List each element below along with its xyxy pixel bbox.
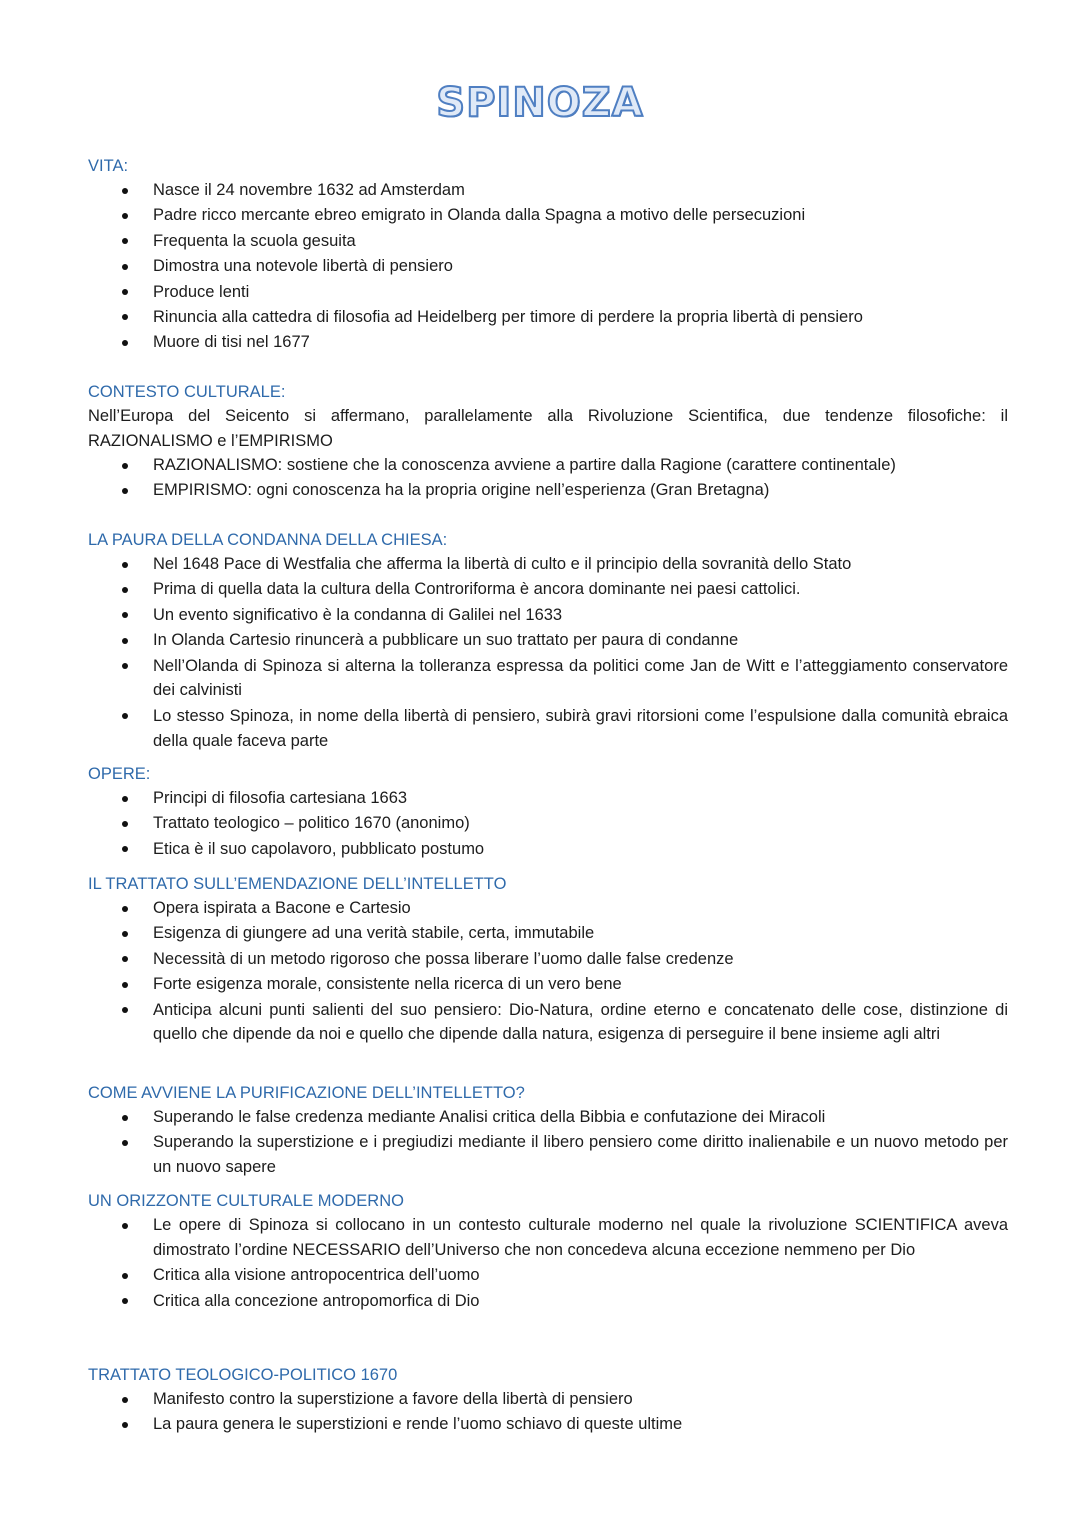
bullet-icon bbox=[122, 587, 128, 593]
bullet-icon bbox=[122, 1273, 128, 1279]
section-heading: VITA: bbox=[88, 157, 129, 175]
bullet-icon bbox=[122, 1397, 128, 1403]
section-paura-condanna bbox=[88, 528, 1008, 754]
section-vita bbox=[88, 154, 1008, 356]
section-trattato-teologico-politico bbox=[88, 1363, 1008, 1438]
bullet-icon bbox=[122, 982, 128, 988]
section-orizzonte-culturale bbox=[88, 1189, 1008, 1314]
list-item: Critica alla concezione antropomorfica di Dio bbox=[88, 1289, 1008, 1314]
bullet-list bbox=[88, 552, 1008, 753]
list-item: Principi di filosofia cartesiana 1663 bbox=[88, 786, 1008, 811]
list-item: Le opere di Spinoza si collocano in un contesto culturale moderno nel quale la rivoluzione SCIENTIFICA aveva dimostrato l’ordine NECESSARIO dell’Universo che non concedeva alcuna eccezione nemmeno per Dio bbox=[88, 1213, 1008, 1263]
bullet-list bbox=[88, 1213, 1008, 1313]
section-purificazione bbox=[88, 1081, 1008, 1181]
section-heading: TRATTATO TEOLOGICO-POLITICO 1670 bbox=[88, 1366, 398, 1384]
bullet-icon bbox=[122, 340, 128, 346]
bullet-icon bbox=[122, 264, 128, 270]
bullet-icon bbox=[122, 931, 128, 937]
bullet-icon bbox=[122, 906, 128, 912]
list-item: Rinuncia alla cattedra di filosofia ad Heidelberg per timore di perdere la propria libertà di pensiero bbox=[88, 305, 1008, 330]
bullet-icon bbox=[122, 612, 128, 618]
list-item: Manifesto contro la superstizione a favore della libertà di pensiero bbox=[88, 1387, 1008, 1412]
list-item: Trattato teologico – politico 1670 (anonimo) bbox=[88, 811, 1008, 836]
bullet-list bbox=[88, 786, 1008, 862]
list-item: Anticipa alcuni punti salienti del suo pensiero: Dio-Natura, ordine eterno e concatenato delle cose, distinzione di quello che dipende da noi e quello che dipende dalla natura, esigenza di perseguire il bene insieme agli altri bbox=[88, 998, 1008, 1048]
bullet-icon bbox=[122, 1223, 128, 1229]
section-heading: IL TRATTATO SULL’EMENDAZIONE DELL’INTELLETTO bbox=[88, 875, 507, 893]
list-item: Esigenza di giungere ad una verità stabile, certa, immutabile bbox=[88, 921, 1008, 946]
bullet-icon bbox=[122, 1140, 128, 1146]
list-item: Nasce il 24 novembre 1632 ad Amsterdam bbox=[88, 178, 1008, 203]
list-item: Un evento significativo è la condanna di Galilei nel 1633 bbox=[88, 603, 1008, 628]
section-opere bbox=[88, 762, 1008, 862]
bullet-list bbox=[88, 1387, 1008, 1437]
bullet-icon bbox=[122, 638, 128, 644]
list-item: Necessità di un metodo rigoroso che possa liberare l’uomo dalle false credenze bbox=[88, 947, 1008, 972]
list-item: Dimostra una notevole libertà di pensiero bbox=[88, 254, 1008, 279]
bullet-icon bbox=[122, 213, 128, 219]
list-item: Prima di quella data la cultura della Controriforma è ancora dominante nei paesi cattolici. bbox=[88, 577, 1008, 602]
bullet-icon bbox=[122, 821, 128, 827]
bullet-icon bbox=[122, 238, 128, 244]
bullet-icon bbox=[122, 289, 128, 295]
bullet-icon bbox=[122, 1115, 128, 1121]
bullet-icon bbox=[122, 1007, 128, 1013]
list-item: EMPIRISMO: ogni conoscenza ha la propria origine nell’esperienza (Gran Bretagna) bbox=[88, 478, 1008, 503]
list-item: Opera ispirata a Bacone e Cartesio bbox=[88, 896, 1008, 921]
bullet-icon bbox=[122, 846, 128, 852]
bullet-icon bbox=[122, 1422, 128, 1428]
bullet-icon bbox=[122, 188, 128, 194]
list-item: Forte esigenza morale, consistente nella ricerca di un vero bene bbox=[88, 972, 1008, 997]
page-title: SPINOZA bbox=[436, 80, 644, 126]
list-item: Critica alla visione antropocentrica dell’uomo bbox=[88, 1263, 1008, 1288]
bullet-icon bbox=[122, 956, 128, 962]
bullet-icon bbox=[122, 713, 128, 719]
section-heading: UN ORIZZONTE CULTURALE MODERNO bbox=[88, 1192, 404, 1210]
list-item: Etica è il suo capolavoro, pubblicato postumo bbox=[88, 837, 1008, 862]
list-item: Produce lenti bbox=[88, 280, 1008, 305]
bullet-list bbox=[88, 1105, 1008, 1180]
section-heading: LA PAURA DELLA CONDANNA DELLA CHIESA: bbox=[88, 531, 448, 549]
list-item: Superando le false credenza mediante Analisi critica della Bibbia e confutazione dei Miracoli bbox=[88, 1105, 1008, 1130]
list-item: Superando la superstizione e i pregiudizi mediante il libero pensiero come diritto inalienabile e un nuovo metodo per un nuovo sapere bbox=[88, 1130, 1008, 1180]
list-item: La paura genera le superstizioni e rende l’uomo schiavo di queste ultime bbox=[88, 1412, 1008, 1437]
section-heading: OPERE: bbox=[88, 765, 151, 783]
list-item: Nel 1648 Pace di Westfalia che afferma la libertà di culto e il principio della sovranità dello Stato bbox=[88, 552, 1008, 577]
bullet-list bbox=[88, 178, 1008, 355]
list-item: Nell’Olanda di Spinoza si alterna la tolleranza espressa da politici come Jan de Witt e l’atteggiamento conservatore dei calvinisti bbox=[88, 654, 1008, 704]
bullet-list bbox=[88, 453, 1008, 503]
bullet-icon bbox=[122, 488, 128, 494]
bullet-icon bbox=[122, 796, 128, 802]
list-item: In Olanda Cartesio rinuncerà a pubblicare un suo trattato per paura di condanne bbox=[88, 628, 1008, 653]
list-item: Lo stesso Spinoza, in nome della libertà di pensiero, subirà gravi ritorsioni come l’espulsione dalla comunità ebraica della quale faceva parte bbox=[88, 704, 1008, 754]
section-contesto-culturale bbox=[88, 380, 1008, 504]
bullet-icon bbox=[122, 314, 128, 320]
bullet-list bbox=[88, 896, 1008, 1047]
section-paragraph: Nell’Europa del Seicento si affermano, parallelamente alla Rivoluzione Scientifica, due tendenze filosofiche: il RAZIONALISMO e l’EMPIRISMO bbox=[88, 407, 1008, 450]
bullet-icon bbox=[122, 463, 128, 469]
bullet-icon bbox=[122, 562, 128, 568]
list-item: Muore di tisi nel 1677 bbox=[88, 330, 1008, 355]
section-trattato-emendazione bbox=[88, 872, 1008, 1048]
bullet-icon bbox=[122, 663, 128, 669]
bullet-icon bbox=[122, 1298, 128, 1304]
section-heading: CONTESTO CULTURALE: bbox=[88, 383, 286, 401]
list-item: Frequenta la scuola gesuita bbox=[88, 229, 1008, 254]
list-item: RAZIONALISMO: sostiene che la conoscenza avviene a partire dalla Ragione (carattere continentale) bbox=[88, 453, 1008, 478]
section-heading: COME AVVIENE LA PURIFICAZIONE DELL’INTELLETTO? bbox=[88, 1084, 525, 1102]
list-item: Padre ricco mercante ebreo emigrato in Olanda dalla Spagna a motivo delle persecuzioni bbox=[88, 203, 1008, 228]
